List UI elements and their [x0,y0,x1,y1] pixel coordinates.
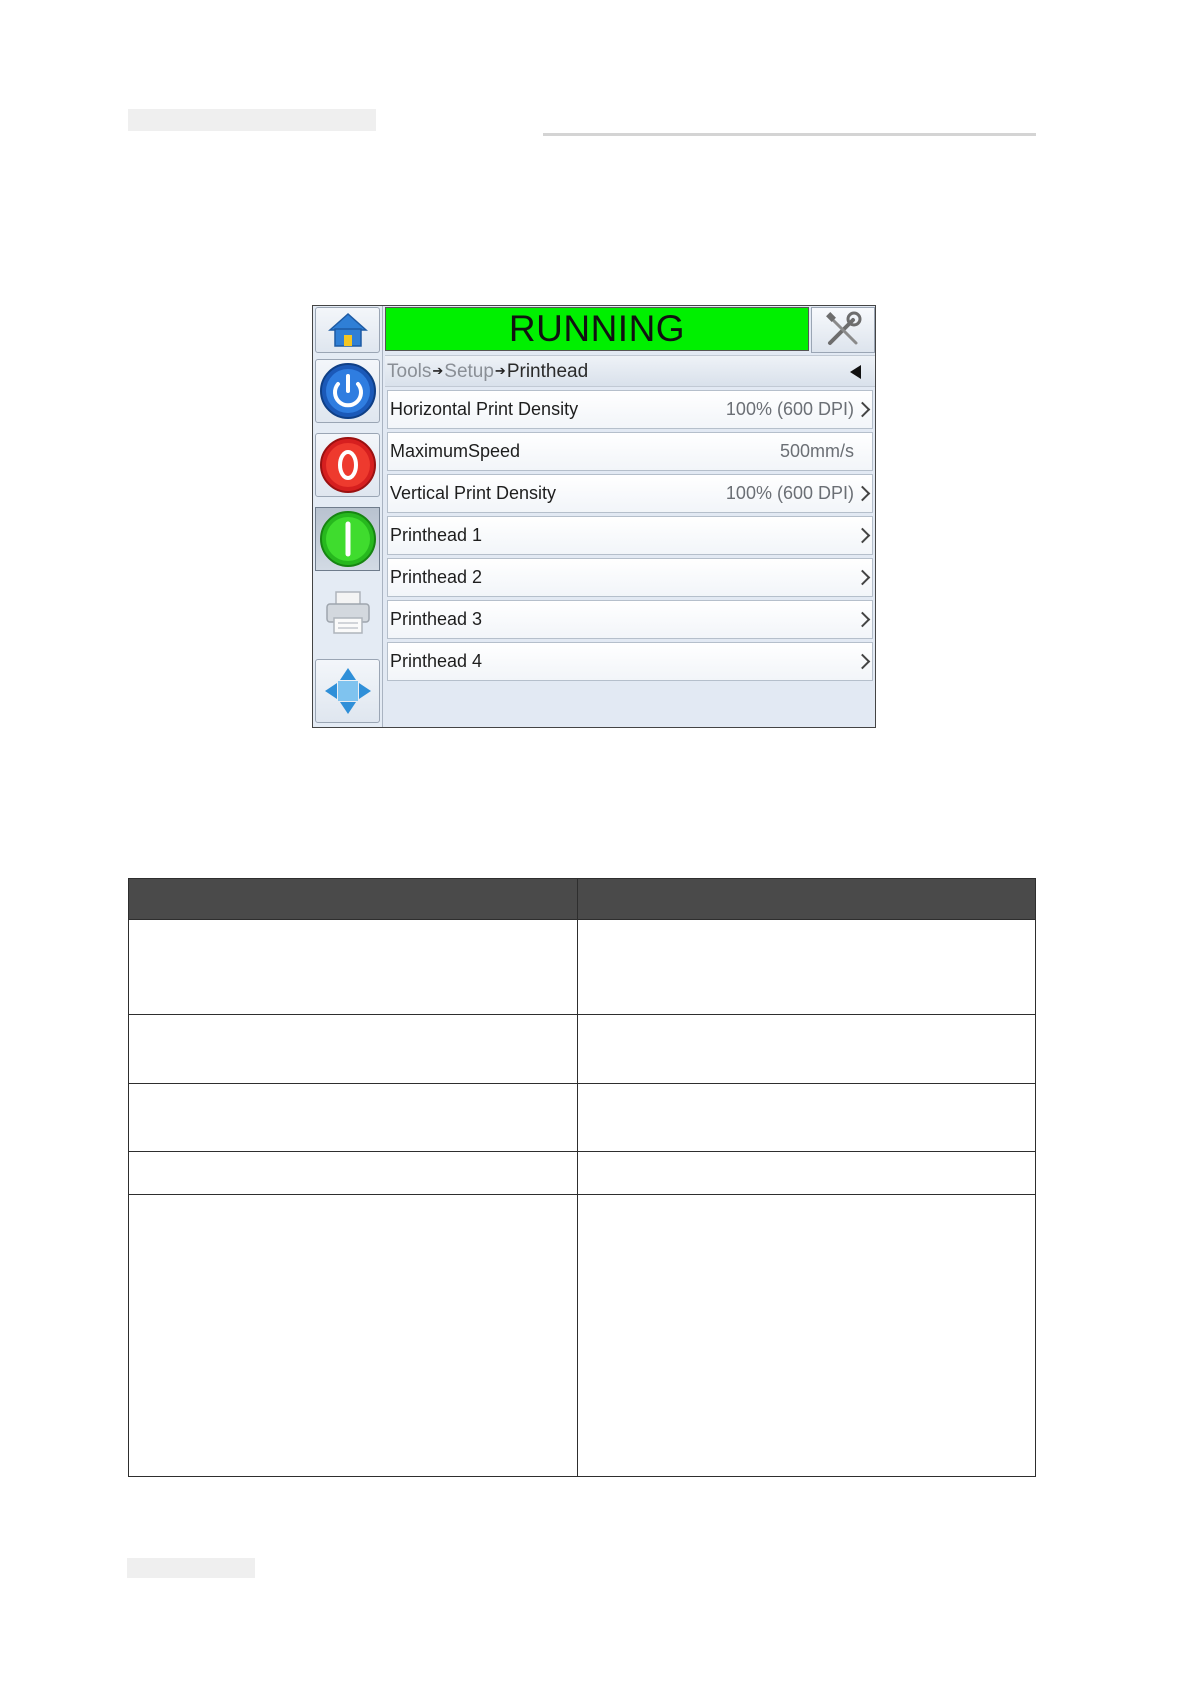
row-label: Vertical Print Density [390,483,557,503]
power-button[interactable] [315,359,380,423]
menu-row-printhead-4[interactable] [387,642,873,681]
table-header-row [129,879,1036,920]
navigate-icon [323,666,373,716]
header-rule [543,133,1036,136]
start-icon [319,510,377,568]
breadcrumb-setup[interactable]: Setup [444,361,494,382]
chevron-right-icon [855,528,871,544]
table-row [129,1084,1036,1152]
printer-touch-screen [312,305,876,728]
tools-button[interactable] [811,307,875,353]
breadcrumb-separator: ➔ [494,363,506,378]
printer-button[interactable] [315,581,380,645]
header-label-placeholder [128,109,376,131]
table-cell [129,1195,578,1477]
breadcrumb [385,355,875,387]
table-cell [578,1195,1036,1477]
menu-row-printhead-2[interactable] [387,558,873,597]
power-icon [319,362,377,420]
stop-button[interactable] [315,433,380,497]
chevron-right-icon [855,654,871,670]
table-cell [129,1015,578,1084]
table-header-cell [129,879,578,920]
row-label: Printhead 1 [390,525,483,545]
printer-icon [323,590,373,636]
row-value: 500mm/s [779,441,854,461]
table-row [129,1015,1036,1084]
menu-row-printhead-3[interactable] [387,600,873,639]
menu-row-printhead-1[interactable] [387,516,873,555]
stop-icon [319,436,377,494]
status-bar: RUNNING [385,307,809,351]
table-row [129,1152,1036,1195]
table-row [129,1195,1036,1477]
table-cell [129,920,578,1015]
chevron-right-icon [855,612,871,628]
row-value: 100% (600 DPI) [725,399,854,419]
menu-row-maximum-speed[interactable] [387,432,873,471]
row-label: Printhead 3 [390,609,483,629]
table-cell [129,1084,578,1152]
home-icon [328,311,368,349]
row-label: Printhead 2 [390,567,483,587]
chevron-right-icon [855,402,871,418]
row-label: MaximumSpeed [390,441,521,461]
table-header-cell [578,879,1036,920]
breadcrumb-printhead: Printhead [506,361,589,382]
menu-row-horizontal-print-density[interactable] [387,390,873,429]
chevron-right-icon [855,486,871,502]
footer-label-placeholder [127,1558,255,1578]
breadcrumb-separator: ➔ [432,363,444,378]
start-button[interactable] [315,507,380,571]
home-button[interactable] [315,307,380,353]
menu-row-vertical-print-density[interactable] [387,474,873,513]
row-label: Horizontal Print Density [390,399,579,419]
navigate-button[interactable] [315,659,380,723]
table-cell [578,1084,1036,1152]
row-label: Printhead 4 [390,651,483,671]
sidebar [313,306,383,727]
table-cell [578,920,1036,1015]
table-row [129,920,1036,1015]
table-cell [578,1015,1036,1084]
tools-icon [823,310,863,350]
back-arrow-icon[interactable] [850,365,861,379]
table-cell [129,1152,578,1195]
description-table [128,878,1036,1477]
chevron-right-icon [855,570,871,586]
breadcrumb-tools[interactable]: Tools [387,361,432,382]
row-value: 100% (600 DPI) [725,483,854,503]
table-cell [578,1152,1036,1195]
